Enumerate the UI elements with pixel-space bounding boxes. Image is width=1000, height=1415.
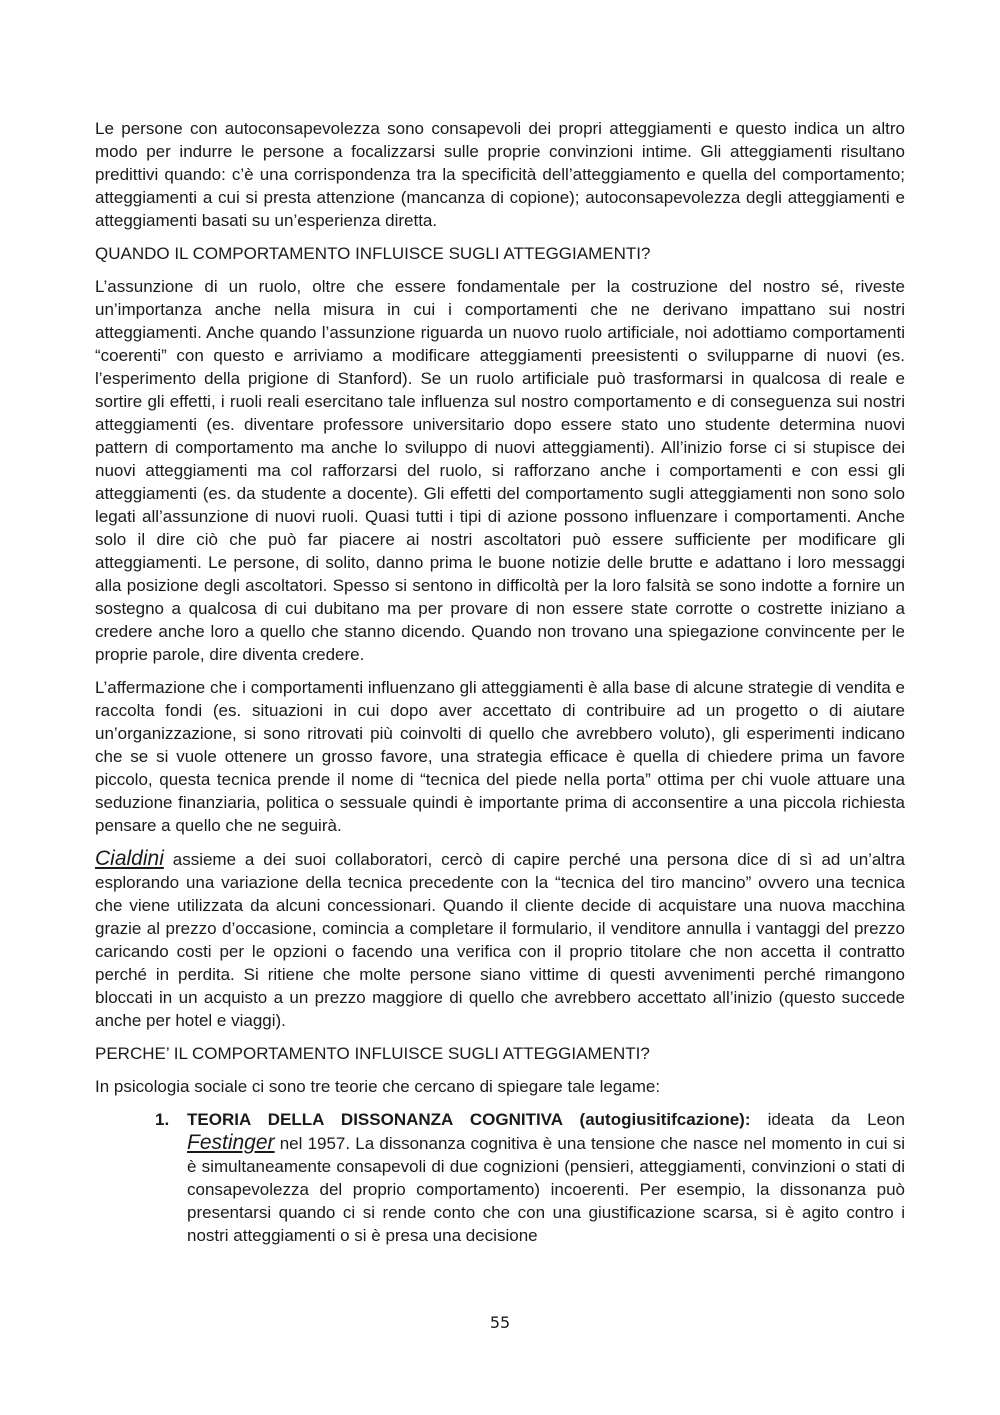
theories-list: [95, 1108, 905, 1247]
paragraph-self-awareness: Le persone con autoconsapevolezza sono consapevoli dei propri atteggiamenti e questo indica un altro modo per indurre le persone a focalizzarsi sulle proprie convinzioni intime. Gli atteggiamenti risultano predittivi quando: c’è una corrispondenza tra la specificità dell’atteggiamento e quella del comportamento; atteggiamenti a cui si presta attenzione (mancanza di copione); autoconsapevolezza degli atteggiamenti e atteggiamenti basati su un’esperienza diretta.: [95, 119, 905, 230]
theory-text-before: ideata da Leon: [750, 1110, 905, 1129]
theory-title: TEORIA DELLA DISSONANZA COGNITIVA (autogiusitifcazione):: [187, 1110, 751, 1129]
paragraph-foot-in-door: L’affermazione che i comportamenti influenzano gli atteggiamenti è alla base di alcune strategie di vendita e raccolta fondi (es. situazioni in cui dopo aver accettato di contribuire ad un progetto o di aiutare un’organizzazione, si sono ritrovati più coinvolti di quello che avrebbero voluto), gli esperimenti indicano che se si vuole ottenere un grosso favore, una strategia efficace è quella di chiedere prima un favore piccolo, questa tecnica prende il nome di “tecnica del piede nella porta” ottima per chi vuole attuare una seduzione finanziaria, politica o sessuale quindi è importante prima di acconsentire a una piccola richiesta pensare a quello che ne seguirà.: [95, 678, 905, 835]
section-heading-why: PERCHE’ IL COMPORTAMENTO INFLUISCE SUGLI ATTEGGIAMENTI?: [95, 1044, 650, 1063]
author-cialdini: Cialdini: [95, 847, 164, 870]
section-heading-when: QUANDO IL COMPORTAMENTO INFLUISCE SUGLI ATTEGGIAMENTI?: [95, 244, 651, 263]
author-festinger: Festinger: [187, 1131, 275, 1154]
paragraph-three-theories: In psicologia sociale ci sono tre teorie che cercano di spiegare tale legame:: [95, 1077, 661, 1096]
paragraph-cialdini-text: assieme a dei suoi collaboratori, cercò di capire perché una persona dice di sì ad un’altra esplorando una variazione della tecnica precedente con la “tecnica del tiro mancino” ovvero una tecnica che viene utilizzata da alcuni concessionari. Quando il cliente decide di acquistare una nuova macchina grazie al prezzo d’occasione, comincia a completare il formulario, il venditore annulla i vantaggi del prezzo caricando costi per le opzioni o facendo una verifica con il proprio titolare che non accetta il contratto perché in perdita. Si ritiene che molte persone siano vittime di questi avvenimenti perché rimangono bloccati in un acquisto a un prezzo maggiore di quello che avrebbero accettato all’inizio (questo succede anche per hotel e viaggi).: [95, 850, 905, 1030]
list-item-number: 1.: [155, 1110, 170, 1129]
paragraph-role-assumption: L’assunzione di un ruolo, oltre che essere fondamentale per la costruzione del nostro sé, riveste un’importanza anche nella misura in cui i comportamenti che ne derivano impattano sui nostri atteggiamenti. Anche quando l’assunzione riguarda un nuovo ruolo artificiale, noi adottiamo comportamenti “coerenti” con questo e arriviamo a modificare atteggiamenti preesistenti o svilupparne di nuovi (es. l’esperimento della prigione di Stanford). Se un ruolo artificiale può trasformarsi in qualcosa di reale e sortire gli effetti, i ruoli reali esercitano tale influenza sul nostro comportamento e di conseguenza sui nostri atteggiamenti (es. diventare professore universitario dopo essere stato uno studente determina nuovi pattern di comportamento ma anche lo sviluppo di nuovi atteggiamenti). All’inizio forse ci si stupisce dei nuovi atteggiamenti ma col rafforzarsi del ruolo, si rafforzano anche i comportamenti e con essi gli atteggiamenti (es. da studente a docente). Gli effetti del comportamento sugli atteggiamenti non sono solo legati all’assunzione di nuovi ruoli. Quasi tutti i tipi di azione possono influenzare i comportamenti. Anche solo il dire ciò che può far piacere ai nostri ascoltatori può essere sufficiente per modificare gli atteggiamenti. Le persone, di solito, danno prima le buone notizie delle brutte e adattano i loro messaggi alla posizione degli ascoltatori. Spesso si sentono in difficoltà per la loro falsità se sono indotte a fornire un sostegno a qualcosa di cui dubitano ma per provare di non essere state corrotte o costrette iniziano a credere anche loro a quello che stanno dicendo. Quando non trovano una spiegazione convincente per le proprie parole, dire diventa credere.: [95, 277, 905, 664]
paragraph-cialdini: [95, 847, 905, 1032]
list-item: [155, 1108, 905, 1247]
page-number: 55: [489, 1313, 511, 1332]
page-body: [95, 117, 905, 1247]
theory-text-after: nel 1957. La dissonanza cognitiva è una tensione che nasce nel momento in cui si è simultaneamente consapevoli di due cognizioni (pensieri, atteggiamenti, convinzioni o stati di consapevolezza del proprio comportamento) incoerenti. Per esempio, la dissonanza può presentarsi quando ci si rende conto che con una giustificazione scarsa, si è agito contro i nostri atteggiamenti o si è presa una decisione: [187, 1134, 905, 1245]
